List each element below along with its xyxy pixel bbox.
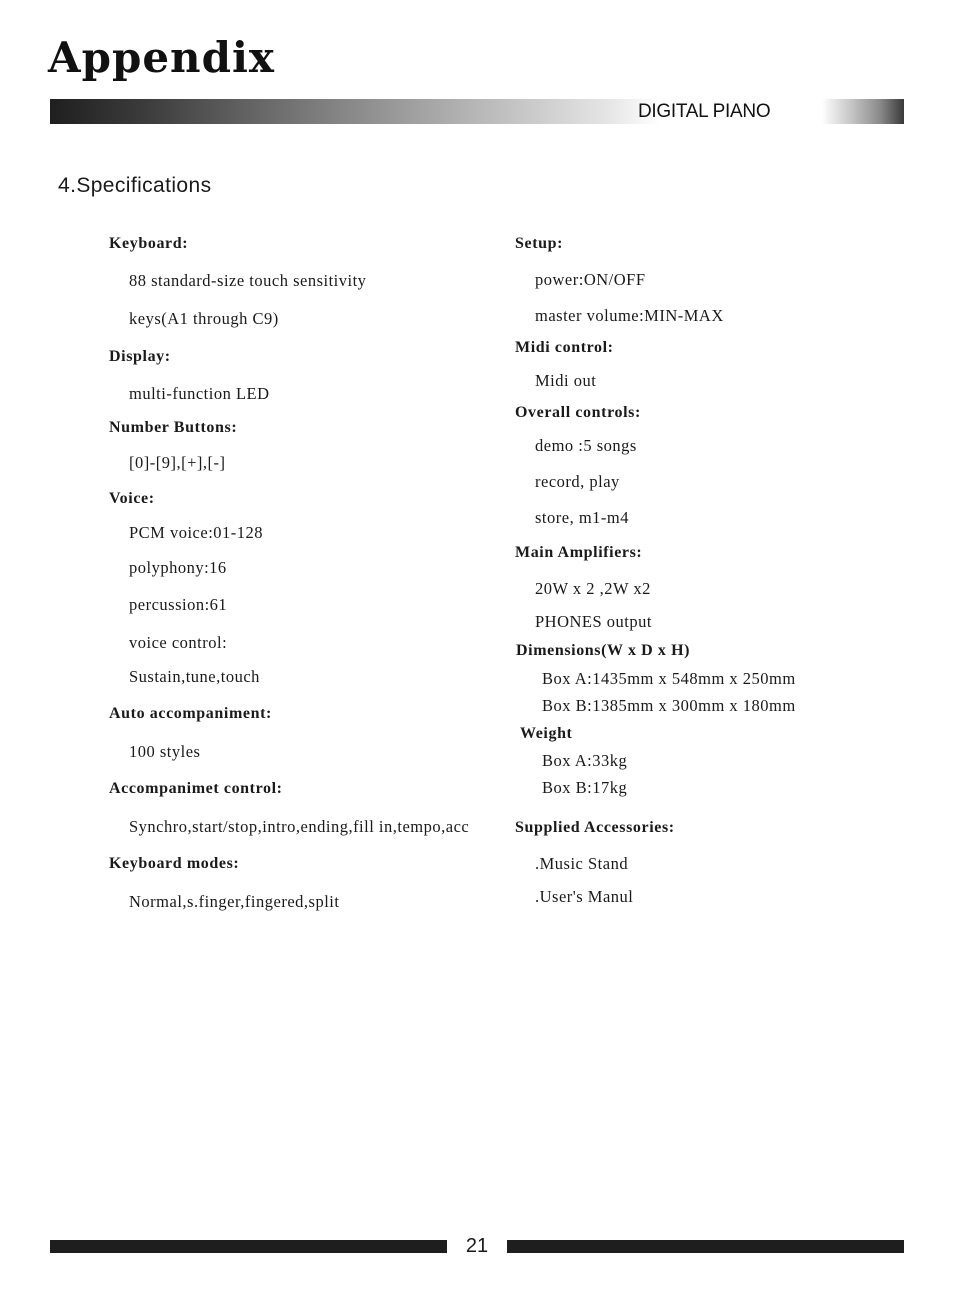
keyboard-value-line2: keys(A1 through C9) bbox=[129, 309, 279, 328]
overall-controls-value-line3: store, m1-m4 bbox=[535, 508, 629, 527]
footer-bar-right bbox=[507, 1240, 904, 1253]
page-title: Appendix bbox=[48, 33, 275, 82]
dimensions-value-line1: Box A:1435mm x 548mm x 250mm bbox=[542, 669, 796, 688]
number-buttons-label: Number Buttons: bbox=[109, 419, 238, 436]
supplied-accessories-value-line2: .User's Manul bbox=[535, 887, 634, 906]
keyboard-modes-value: Normal,s.finger,fingered,split bbox=[129, 892, 340, 911]
overall-controls-value-line1: demo :5 songs bbox=[535, 436, 637, 455]
midi-control-label: Midi control: bbox=[515, 339, 614, 356]
weight-value-line2: Box B:17kg bbox=[542, 778, 628, 797]
setup-value-line1: power:ON/OFF bbox=[535, 270, 646, 289]
overall-controls-label: Overall controls: bbox=[515, 404, 641, 421]
footer-bar-left bbox=[50, 1240, 447, 1253]
dimensions-label: Dimensions(W x D x H) bbox=[516, 642, 691, 659]
setup-label: Setup: bbox=[515, 235, 564, 252]
header-gradient-band bbox=[50, 99, 904, 124]
voice-value-line2: polyphony:16 bbox=[129, 558, 227, 577]
voice-value-line4: voice control: bbox=[129, 633, 228, 652]
overall-controls-value-line2: record, play bbox=[535, 472, 620, 491]
main-amplifiers-value-line2: PHONES output bbox=[535, 612, 652, 631]
page-number: 21 bbox=[465, 1235, 489, 1257]
weight-value-line1: Box A:33kg bbox=[542, 751, 628, 770]
setup-value-line2: master volume:MIN-MAX bbox=[535, 306, 724, 325]
supplied-accessories-label: Supplied Accessories: bbox=[515, 819, 675, 836]
keyboard-label: Keyboard: bbox=[109, 235, 189, 252]
number-buttons-value: [0]-[9],[+],[-] bbox=[129, 453, 226, 472]
dimensions-value-line2: Box B:1385mm x 300mm x 180mm bbox=[542, 696, 796, 715]
keyboard-modes-label: Keyboard modes: bbox=[109, 855, 240, 872]
auto-accompaniment-value: 100 styles bbox=[129, 742, 201, 761]
section-heading: 4.Specifications bbox=[58, 174, 212, 197]
keyboard-value-line1: 88 standard-size touch sensitivity bbox=[129, 271, 367, 290]
accompaniment-control-label: Accompanimet control: bbox=[109, 780, 283, 797]
voice-value-line5: Sustain,tune,touch bbox=[129, 667, 260, 686]
voice-label: Voice: bbox=[109, 490, 155, 507]
main-amplifiers-label: Main Amplifiers: bbox=[515, 544, 643, 561]
midi-control-value: Midi out bbox=[535, 371, 597, 390]
product-label: DIGITAL PIANO bbox=[638, 101, 771, 122]
main-amplifiers-value-line1: 20W x 2 ,2W x2 bbox=[535, 579, 651, 598]
weight-label: Weight bbox=[520, 725, 573, 742]
display-label: Display: bbox=[109, 348, 171, 365]
voice-value-line3: percussion:61 bbox=[129, 595, 228, 614]
voice-value-line1: PCM voice:01-128 bbox=[129, 523, 264, 542]
supplied-accessories-value-line1: .Music Stand bbox=[535, 854, 629, 873]
accompaniment-control-value: Synchro,start/stop,intro,ending,fill in,tempo,acc bbox=[129, 817, 470, 836]
display-value: multi-function LED bbox=[129, 384, 270, 403]
auto-accompaniment-label: Auto accompaniment: bbox=[109, 705, 272, 722]
